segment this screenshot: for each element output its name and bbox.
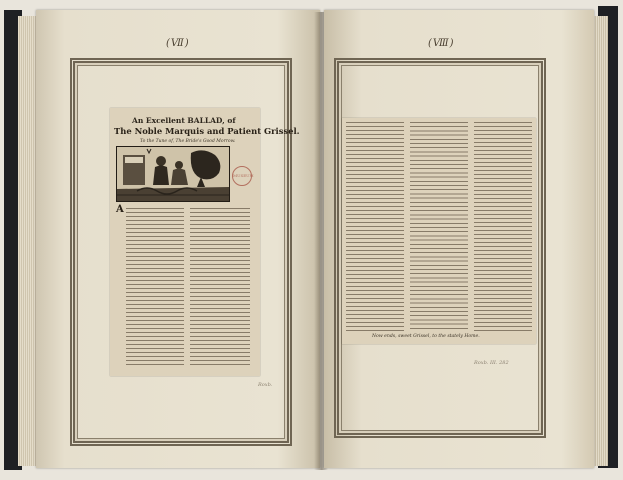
sheet-bottom-line: Now ends, sweet Grissel, to the stately Home.: [372, 334, 480, 339]
left-page: [36, 10, 320, 468]
woodcut-illustration: [116, 146, 230, 202]
drop-cap: A: [116, 204, 124, 215]
continuation-col3: [474, 122, 532, 332]
ballad-tune: To the Tune of, The Bride's Good Morrow.: [140, 139, 236, 144]
continuation-sheet: [342, 118, 536, 344]
ballad-sheet: [110, 108, 300, 376]
ballad-text-col2: [190, 208, 250, 368]
continuation-col1: [346, 122, 404, 332]
continuation-col2: [410, 122, 468, 332]
museum-stamp: MUSEUM: [232, 166, 252, 186]
right-folio: (Ⅷ): [428, 38, 455, 49]
right-page: [324, 10, 594, 468]
ballad-heading: An Excellent BALLAD, of: [132, 116, 236, 125]
pencil-note-right: Roxb. III. 282: [474, 360, 509, 366]
open-book: [8, 8, 614, 472]
pencil-note-left: Roxb.: [258, 382, 273, 388]
left-folio: (Ⅶ): [166, 38, 190, 49]
ballad-text-col1: [126, 208, 184, 368]
ballad-title: The Noble Marquis and Patient Grissel.: [114, 126, 300, 136]
